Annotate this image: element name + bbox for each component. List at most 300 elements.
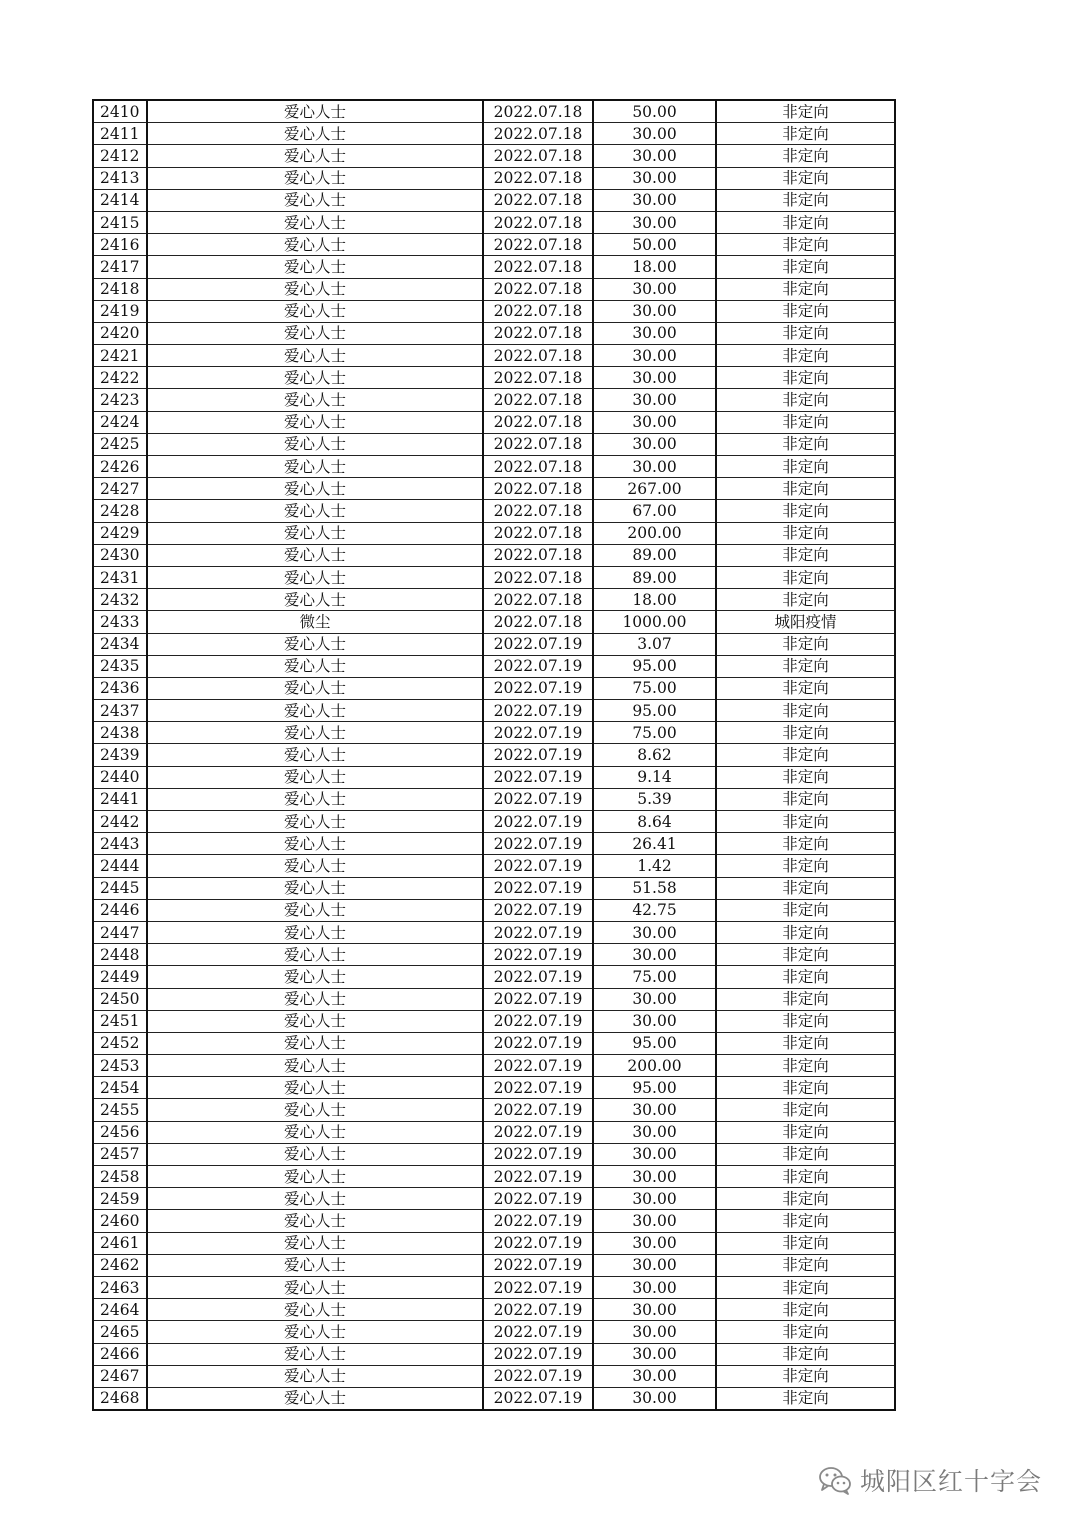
serial-number-cell: 2426 [93,456,147,478]
serial-number-cell: 2412 [93,145,147,167]
table-row [93,722,895,744]
donor-name-cell: 爱心人士 [147,899,483,921]
donor-name-cell: 爱心人士 [147,123,483,145]
direction-cell: 非定向 [716,256,895,278]
donor-name-cell: 爱心人士 [147,322,483,344]
table-row [93,1143,895,1165]
amount-cell: 30.00 [593,123,716,145]
direction-cell: 非定向 [716,700,895,722]
table-row [93,433,895,455]
amount-cell: 75.00 [593,966,716,988]
donor-name-cell: 爱心人士 [147,1099,483,1121]
donation-date-cell: 2022.07.19 [483,1188,593,1210]
table-row [93,589,895,611]
donation-date-cell: 2022.07.19 [483,700,593,722]
amount-cell: 30.00 [593,1143,716,1165]
direction-cell: 非定向 [716,811,895,833]
table-row [93,145,895,167]
direction-cell: 非定向 [716,566,895,588]
direction-cell: 非定向 [716,189,895,211]
donor-name-cell: 爱心人士 [147,988,483,1010]
serial-number-cell: 2467 [93,1365,147,1387]
donation-date-cell: 2022.07.19 [483,722,593,744]
direction-cell: 非定向 [716,1143,895,1165]
donor-name-cell: 爱心人士 [147,256,483,278]
serial-number-cell: 2444 [93,855,147,877]
table-row [93,877,895,899]
donation-date-cell: 2022.07.18 [483,500,593,522]
table-row [93,566,895,588]
donor-name-cell: 爱心人士 [147,1387,483,1410]
direction-cell: 非定向 [716,766,895,788]
amount-cell: 8.62 [593,744,716,766]
donation-date-cell: 2022.07.19 [483,1077,593,1099]
donation-date-cell: 2022.07.19 [483,1099,593,1121]
donor-name-cell: 爱心人士 [147,456,483,478]
table-row [93,833,895,855]
donation-date-cell: 2022.07.18 [483,189,593,211]
direction-cell: 非定向 [716,855,895,877]
direction-cell: 非定向 [716,345,895,367]
table-row [93,1387,895,1410]
table-row [93,478,895,500]
table-row [93,1299,895,1321]
table-row [93,100,895,123]
serial-number-cell: 2428 [93,500,147,522]
direction-cell: 非定向 [716,234,895,256]
donation-date-cell: 2022.07.19 [483,788,593,810]
table-row [93,1276,895,1298]
direction-cell: 非定向 [716,677,895,699]
donation-date-cell: 2022.07.19 [483,1010,593,1032]
amount-cell: 30.00 [593,1166,716,1188]
amount-cell: 75.00 [593,722,716,744]
serial-number-cell: 2443 [93,833,147,855]
donation-date-cell: 2022.07.18 [483,256,593,278]
direction-cell: 非定向 [716,899,895,921]
amount-cell: 67.00 [593,500,716,522]
direction-cell: 非定向 [716,1365,895,1387]
serial-number-cell: 2449 [93,966,147,988]
donor-name-cell: 爱心人士 [147,700,483,722]
donation-table-body [93,100,895,1410]
amount-cell: 30.00 [593,345,716,367]
amount-cell: 200.00 [593,522,716,544]
direction-cell: 非定向 [716,921,895,943]
table-row [93,700,895,722]
donation-date-cell: 2022.07.19 [483,1166,593,1188]
donor-name-cell: 爱心人士 [147,411,483,433]
amount-cell: 30.00 [593,944,716,966]
donation-date-cell: 2022.07.19 [483,633,593,655]
donor-name-cell: 爱心人士 [147,1032,483,1054]
amount-cell: 30.00 [593,167,716,189]
serial-number-cell: 2432 [93,589,147,611]
donation-date-cell: 2022.07.18 [483,478,593,500]
amount-cell: 5.39 [593,788,716,810]
donation-date-cell: 2022.07.19 [483,855,593,877]
table-row [93,278,895,300]
table-row [93,1254,895,1276]
donor-name-cell: 爱心人士 [147,1143,483,1165]
donor-name-cell: 爱心人士 [147,1299,483,1321]
donor-name-cell: 爱心人士 [147,211,483,233]
direction-cell: 非定向 [716,389,895,411]
donor-name-cell: 爱心人士 [147,167,483,189]
donation-date-cell: 2022.07.19 [483,1143,593,1165]
serial-number-cell: 2464 [93,1299,147,1321]
serial-number-cell: 2448 [93,944,147,966]
direction-cell: 非定向 [716,833,895,855]
direction-cell: 非定向 [716,367,895,389]
direction-cell: 非定向 [716,1032,895,1054]
donor-name-cell: 爱心人士 [147,655,483,677]
donor-name-cell: 爱心人士 [147,1055,483,1077]
direction-cell: 非定向 [716,1077,895,1099]
donation-date-cell: 2022.07.19 [483,944,593,966]
donor-name-cell: 爱心人士 [147,189,483,211]
donor-name-cell: 爱心人士 [147,589,483,611]
table-row [93,744,895,766]
table-row [93,944,895,966]
serial-number-cell: 2439 [93,744,147,766]
amount-cell: 30.00 [593,921,716,943]
amount-cell: 50.00 [593,100,716,123]
amount-cell: 30.00 [593,411,716,433]
table-row [93,189,895,211]
direction-cell: 非定向 [716,1387,895,1410]
table-row [93,522,895,544]
serial-number-cell: 2419 [93,300,147,322]
donor-name-cell: 爱心人士 [147,1010,483,1032]
direction-cell: 非定向 [716,722,895,744]
table-row [93,1210,895,1232]
direction-cell: 非定向 [716,1210,895,1232]
direction-cell: 非定向 [716,1010,895,1032]
donation-date-cell: 2022.07.19 [483,1032,593,1054]
amount-cell: 18.00 [593,256,716,278]
serial-number-cell: 2410 [93,100,147,123]
amount-cell: 30.00 [593,456,716,478]
amount-cell: 30.00 [593,211,716,233]
donation-date-cell: 2022.07.18 [483,389,593,411]
table-row [93,367,895,389]
donation-date-cell: 2022.07.19 [483,1232,593,1254]
amount-cell: 30.00 [593,389,716,411]
donor-name-cell: 爱心人士 [147,234,483,256]
direction-cell: 非定向 [716,500,895,522]
direction-cell: 非定向 [716,633,895,655]
table-row [93,456,895,478]
amount-cell: 89.00 [593,566,716,588]
serial-number-cell: 2441 [93,788,147,810]
table-row [93,1166,895,1188]
direction-cell: 非定向 [716,411,895,433]
amount-cell: 18.00 [593,589,716,611]
donation-date-cell: 2022.07.18 [483,544,593,566]
direction-cell: 非定向 [716,877,895,899]
direction-cell: 非定向 [716,1188,895,1210]
serial-number-cell: 2459 [93,1188,147,1210]
direction-cell: 非定向 [716,145,895,167]
serial-number-cell: 2435 [93,655,147,677]
donation-date-cell: 2022.07.18 [483,456,593,478]
donor-name-cell: 爱心人士 [147,722,483,744]
direction-cell: 非定向 [716,1299,895,1321]
table-row [93,411,895,433]
direction-cell: 非定向 [716,478,895,500]
serial-number-cell: 2437 [93,700,147,722]
donation-date-cell: 2022.07.19 [483,766,593,788]
donor-name-cell: 爱心人士 [147,1254,483,1276]
donor-name-cell: 爱心人士 [147,833,483,855]
serial-number-cell: 2431 [93,566,147,588]
direction-cell: 非定向 [716,300,895,322]
amount-cell: 30.00 [593,433,716,455]
table-row [93,677,895,699]
serial-number-cell: 2446 [93,899,147,921]
donor-name-cell: 爱心人士 [147,788,483,810]
serial-number-cell: 2453 [93,1055,147,1077]
serial-number-cell: 2438 [93,722,147,744]
table-row [93,655,895,677]
direction-cell: 非定向 [716,1254,895,1276]
donor-name-cell: 爱心人士 [147,566,483,588]
serial-number-cell: 2461 [93,1232,147,1254]
serial-number-cell: 2454 [93,1077,147,1099]
direction-cell: 非定向 [716,589,895,611]
wechat-icon [818,1465,852,1495]
donor-name-cell: 爱心人士 [147,1321,483,1343]
direction-cell: 非定向 [716,123,895,145]
donation-date-cell: 2022.07.19 [483,1343,593,1365]
serial-number-cell: 2429 [93,522,147,544]
amount-cell: 9.14 [593,766,716,788]
amount-cell: 1000.00 [593,611,716,633]
amount-cell: 200.00 [593,1055,716,1077]
serial-number-cell: 2418 [93,278,147,300]
donor-name-cell: 爱心人士 [147,1210,483,1232]
donation-date-cell: 2022.07.19 [483,744,593,766]
table-row [93,966,895,988]
donor-name-cell: 爱心人士 [147,100,483,123]
donation-date-cell: 2022.07.18 [483,566,593,588]
serial-number-cell: 2440 [93,766,147,788]
donation-table [92,99,896,1411]
donor-name-cell: 爱心人士 [147,1343,483,1365]
amount-cell: 30.00 [593,1299,716,1321]
watermark-text: 城阳区红十字会 [860,1467,1043,1496]
serial-number-cell: 2425 [93,433,147,455]
table-row [93,211,895,233]
serial-number-cell: 2442 [93,811,147,833]
donor-name-cell: 爱心人士 [147,522,483,544]
donor-name-cell: 爱心人士 [147,1188,483,1210]
table-row [93,1077,895,1099]
donation-date-cell: 2022.07.18 [483,411,593,433]
serial-number-cell: 2421 [93,345,147,367]
direction-cell: 非定向 [716,788,895,810]
table-row [93,1032,895,1054]
direction-cell: 非定向 [716,456,895,478]
donation-date-cell: 2022.07.19 [483,921,593,943]
donation-date-cell: 2022.07.19 [483,1055,593,1077]
donation-date-cell: 2022.07.19 [483,811,593,833]
donation-date-cell: 2022.07.18 [483,522,593,544]
direction-cell: 非定向 [716,1321,895,1343]
donor-name-cell: 爱心人士 [147,478,483,500]
direction-cell: 非定向 [716,988,895,1010]
table-row [93,1365,895,1387]
table-row [93,788,895,810]
direction-cell: 非定向 [716,544,895,566]
donation-date-cell: 2022.07.19 [483,1387,593,1410]
donor-name-cell: 爱心人士 [147,811,483,833]
amount-cell: 30.00 [593,1254,716,1276]
amount-cell: 30.00 [593,1010,716,1032]
amount-cell: 30.00 [593,1099,716,1121]
serial-number-cell: 2456 [93,1121,147,1143]
direction-cell: 非定向 [716,100,895,123]
amount-cell: 267.00 [593,478,716,500]
serial-number-cell: 2430 [93,544,147,566]
donor-name-cell: 爱心人士 [147,544,483,566]
donation-date-cell: 2022.07.19 [483,877,593,899]
donation-date-cell: 2022.07.19 [483,655,593,677]
amount-cell: 51.58 [593,877,716,899]
serial-number-cell: 2455 [93,1099,147,1121]
table-row [93,921,895,943]
serial-number-cell: 2427 [93,478,147,500]
donation-date-cell: 2022.07.19 [483,966,593,988]
donation-date-cell: 2022.07.19 [483,833,593,855]
table-row [93,633,895,655]
serial-number-cell: 2434 [93,633,147,655]
donor-name-cell: 爱心人士 [147,1232,483,1254]
amount-cell: 30.00 [593,189,716,211]
table-row [93,1010,895,1032]
table-row [93,389,895,411]
donor-name-cell: 爱心人士 [147,1365,483,1387]
donor-name-cell: 爱心人士 [147,944,483,966]
direction-cell: 非定向 [716,433,895,455]
donation-date-cell: 2022.07.19 [483,1276,593,1298]
table-row [93,855,895,877]
direction-cell: 非定向 [716,322,895,344]
serial-number-cell: 2460 [93,1210,147,1232]
donor-name-cell: 微尘 [147,611,483,633]
table-row [93,345,895,367]
donation-date-cell: 2022.07.18 [483,123,593,145]
table-row [93,1099,895,1121]
donor-name-cell: 爱心人士 [147,1276,483,1298]
direction-cell: 非定向 [716,522,895,544]
direction-cell: 非定向 [716,966,895,988]
donation-date-cell: 2022.07.18 [483,433,593,455]
donor-name-cell: 爱心人士 [147,278,483,300]
serial-number-cell: 2411 [93,123,147,145]
donation-date-cell: 2022.07.18 [483,300,593,322]
serial-number-cell: 2463 [93,1276,147,1298]
amount-cell: 26.41 [593,833,716,855]
serial-number-cell: 2414 [93,189,147,211]
donation-date-cell: 2022.07.19 [483,988,593,1010]
amount-cell: 30.00 [593,1121,716,1143]
donor-name-cell: 爱心人士 [147,500,483,522]
donation-date-cell: 2022.07.18 [483,611,593,633]
donor-name-cell: 爱心人士 [147,300,483,322]
serial-number-cell: 2445 [93,877,147,899]
amount-cell: 42.75 [593,899,716,921]
serial-number-cell: 2417 [93,256,147,278]
donation-date-cell: 2022.07.18 [483,100,593,123]
donation-date-cell: 2022.07.19 [483,1321,593,1343]
donor-name-cell: 爱心人士 [147,966,483,988]
direction-cell: 非定向 [716,1099,895,1121]
direction-cell: 非定向 [716,744,895,766]
donation-date-cell: 2022.07.18 [483,145,593,167]
amount-cell: 3.07 [593,633,716,655]
table-row [93,1343,895,1365]
donation-date-cell: 2022.07.19 [483,899,593,921]
table-row [93,766,895,788]
amount-cell: 95.00 [593,1032,716,1054]
donation-date-cell: 2022.07.18 [483,167,593,189]
table-row [93,1055,895,1077]
table-row [93,167,895,189]
serial-number-cell: 2420 [93,322,147,344]
donation-date-cell: 2022.07.18 [483,322,593,344]
donation-date-cell: 2022.07.18 [483,589,593,611]
donor-name-cell: 爱心人士 [147,855,483,877]
serial-number-cell: 2458 [93,1166,147,1188]
donor-name-cell: 爱心人士 [147,389,483,411]
direction-cell: 非定向 [716,1166,895,1188]
table-row [93,322,895,344]
amount-cell: 8.64 [593,811,716,833]
amount-cell: 30.00 [593,367,716,389]
serial-number-cell: 2424 [93,411,147,433]
table-row [93,1321,895,1343]
donor-name-cell: 爱心人士 [147,921,483,943]
table-row [93,544,895,566]
direction-cell: 非定向 [716,944,895,966]
donor-name-cell: 爱心人士 [147,633,483,655]
table-row [93,811,895,833]
donation-date-cell: 2022.07.18 [483,367,593,389]
table-row [93,256,895,278]
table-row [93,123,895,145]
serial-number-cell: 2415 [93,211,147,233]
amount-cell: 30.00 [593,988,716,1010]
serial-number-cell: 2451 [93,1010,147,1032]
donation-date-cell: 2022.07.19 [483,1254,593,1276]
serial-number-cell: 2422 [93,367,147,389]
donation-date-cell: 2022.07.18 [483,345,593,367]
amount-cell: 30.00 [593,1343,716,1365]
donor-name-cell: 爱心人士 [147,677,483,699]
table-row [93,500,895,522]
amount-cell: 30.00 [593,322,716,344]
direction-cell: 非定向 [716,278,895,300]
amount-cell: 95.00 [593,655,716,677]
donation-date-cell: 2022.07.18 [483,211,593,233]
table-row [93,234,895,256]
donor-name-cell: 爱心人士 [147,1121,483,1143]
table-row [93,611,895,633]
amount-cell: 30.00 [593,1387,716,1410]
amount-cell: 89.00 [593,544,716,566]
